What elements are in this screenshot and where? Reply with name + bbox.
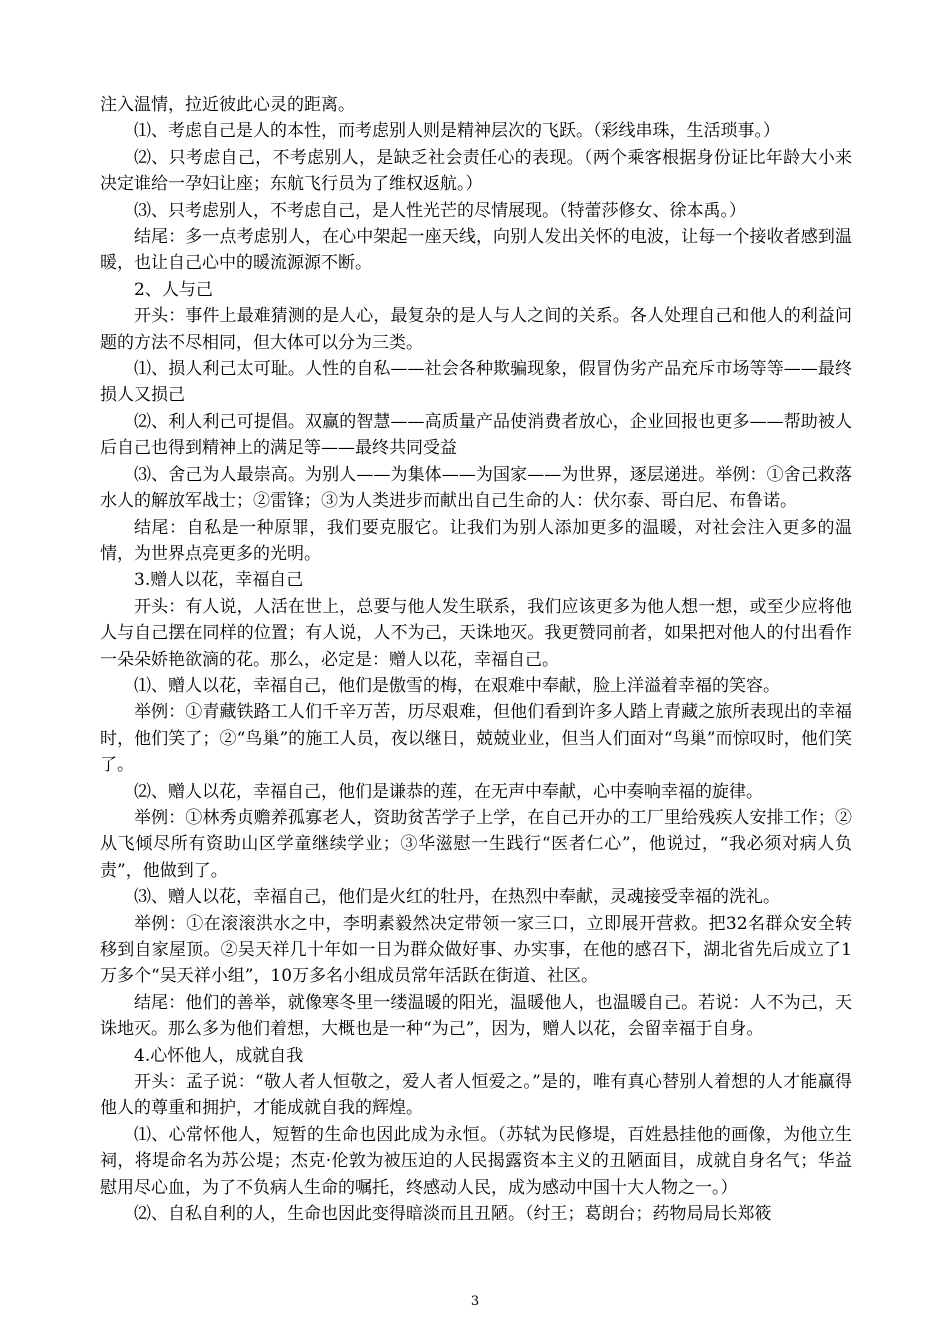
paragraph-opening-4: 开头：孟子说：“敬人者人恒敬之，爱人者人恒爱之。”是的，唯有真心替别人着想的人才能赢得他人的尊重和拥护，才能成就自我的辉煌。: [100, 1072, 852, 1119]
paragraph-intro-end: 注入温情，拉近彼此心灵的距离。: [100, 95, 355, 115]
paragraph-point-2-1: ⑴、损人利己太可耻。人性的自私——社会各种欺骗现象，假冒伪劣产品充斥市场等等——最终损人又损己: [100, 359, 852, 406]
paragraph-opening-2: 开头：事件上最难猜测的是人心，最复杂的是人与人之间的关系。各人处理自己和他人的利益问题的方法不尽相同，但大体可以分为三类。: [100, 306, 852, 353]
paragraph-conclusion-3: 结尾：他们的善举，就像寒冬里一缕温暖的阳光，温暖他人，也温暖自己。若说：人不为己，天诛地灭。那么多为他们着想，大概也是一种“为己”，因为，赠人以花，会留幸福于自身。: [100, 992, 852, 1040]
paragraph-point-2-2: ⑵、利人利己可提倡。双赢的智慧——高质量产品使消费者放心，企业回报也更多——帮助被人后自己也得到精神上的满足等——最终共同受益: [100, 411, 852, 459]
section-heading-3: 3.赠人以花，幸福自己: [134, 570, 304, 591]
paragraph-point-3: ⑶、只考虑别人，不考虑自己，是人性光芒的尽情展现。（特蕾莎修女、徐本禹。）: [134, 200, 746, 221]
document-body: [100, 92, 852, 1227]
paragraph-point-2-3: ⑶、舍己为人最崇高。为别人——为集体——为国家——为世界，逐层递进。举例：①舍己救落水人的解放军战士；②雷锋；③为人类进步而献出自己生命的人：伏尔泰、哥白尼、布鲁诺。: [100, 464, 852, 512]
paragraph-point-2: ⑵、只考虑自己，不考虑别人，是缺乏社会责任心的表现。（两个乘客根据身份证比年龄大小来决定谁给一孕妇让座；东航飞行员为了维权返航。）: [100, 147, 852, 195]
paragraph-point-1: ⑴、考虑自己是人的本性，而考虑别人则是精神层次的飞跃。（彩线串珠，生活琐事。）: [134, 121, 780, 142]
paragraph-conclusion-1: 结尾：多一点考虑别人，在心中架起一座天线，向别人发出关怀的电波，让每一个接收者感到温暖，也让自己心中的暖流源源不断。: [100, 227, 852, 274]
paragraph-point-4-1: ⑴、心常怀他人，短暂的生命也因此成为永恒。（苏轼为民修堤，百姓悬挂他的画像，为他立生祠，将堤命名为苏公堤；杰克·伦敦为被压迫的人民揭露资本主义的丑陋面目，成就自身名气；华益慰用尽心血，为了不负病人生命的嘱托，终感动人民，成为感动中国十大人物之一。）: [100, 1124, 852, 1198]
paragraph-point-3-3: ⑶、赠人以花，幸福自己，他们是火红的牡丹，在热烈中奉献，灵魂接受幸福的洗礼。: [134, 887, 780, 908]
paragraph-point-3-1: ⑴、赠人以花，幸福自己，他们是傲雪的梅，在艰难中奉献，脸上洋溢着幸福的笑容。: [134, 675, 780, 696]
paragraph-point-4-2: ⑵、自私自利的人，生命也因此变得暗淡而且丑陋。（纣王；葛朗台；药物局局长郑筱: [134, 1204, 772, 1225]
paragraph-point-3-2: ⑵、赠人以花，幸福自己，他们是谦恭的莲，在无声中奉献，心中奏响幸福的旋律。: [134, 781, 763, 802]
page-number: 3: [470, 1294, 480, 1309]
paragraph-opening-3: 开头：有人说，人活在世上，总要与他人发生联系，我们应该更多为他人想一想，或至少应将他人与自己摆在同样的位置；有人说，人不为己，天诛地灭。我更赞同前者，如果把对他人的付出看作一朵朵娇艳欲滴的花。那么，必定是：赠人以花，幸福自己。: [100, 596, 852, 670]
paragraph-example-3-1: 举例：①青藏铁路工人们千辛万苦，历尽艰难，但他们看到许多人踏上青藏之旅所表现出的幸福时，他们笑了；②“鸟巢”的施工人员，夜以继日，兢兢业业，但当人们面对“鸟巢”而惊叹时，他们笑了。: [100, 702, 852, 776]
section-heading-2: 2、人与己: [134, 279, 213, 300]
paragraph-example-3-3: 举例：①在滚滚洪水之中，李明素毅然决定带领一家三口，立即展开营救。把32名群众安全转移到自家屋顶。②吴天祥几十年如一日为群众做好事、办实事，在他的感召下，湖北省先后成立了1万多个“吴天祥小组”，10万多名小组成员常年活跃在街道、社区。: [100, 913, 852, 987]
section-heading-4: 4.心怀他人，成就自我: [134, 1045, 304, 1066]
paragraph-conclusion-2: 结尾：自私是一种原罪，我们要克服它。让我们为别人添加更多的温暖，对社会注入更多的温情，为世界点亮更多的光明。: [100, 517, 852, 564]
paragraph-example-3-2: 举例：①林秀贞赡养孤寡老人，资助贫苦学子上学，在自己开办的工厂里给残疾人安排工作；②从飞倾尽所有资助山区学童继续学业；③华滋慰一生践行“医者仁心”，他说过，“我必须对病人负责”，他做到了。: [100, 807, 852, 881]
